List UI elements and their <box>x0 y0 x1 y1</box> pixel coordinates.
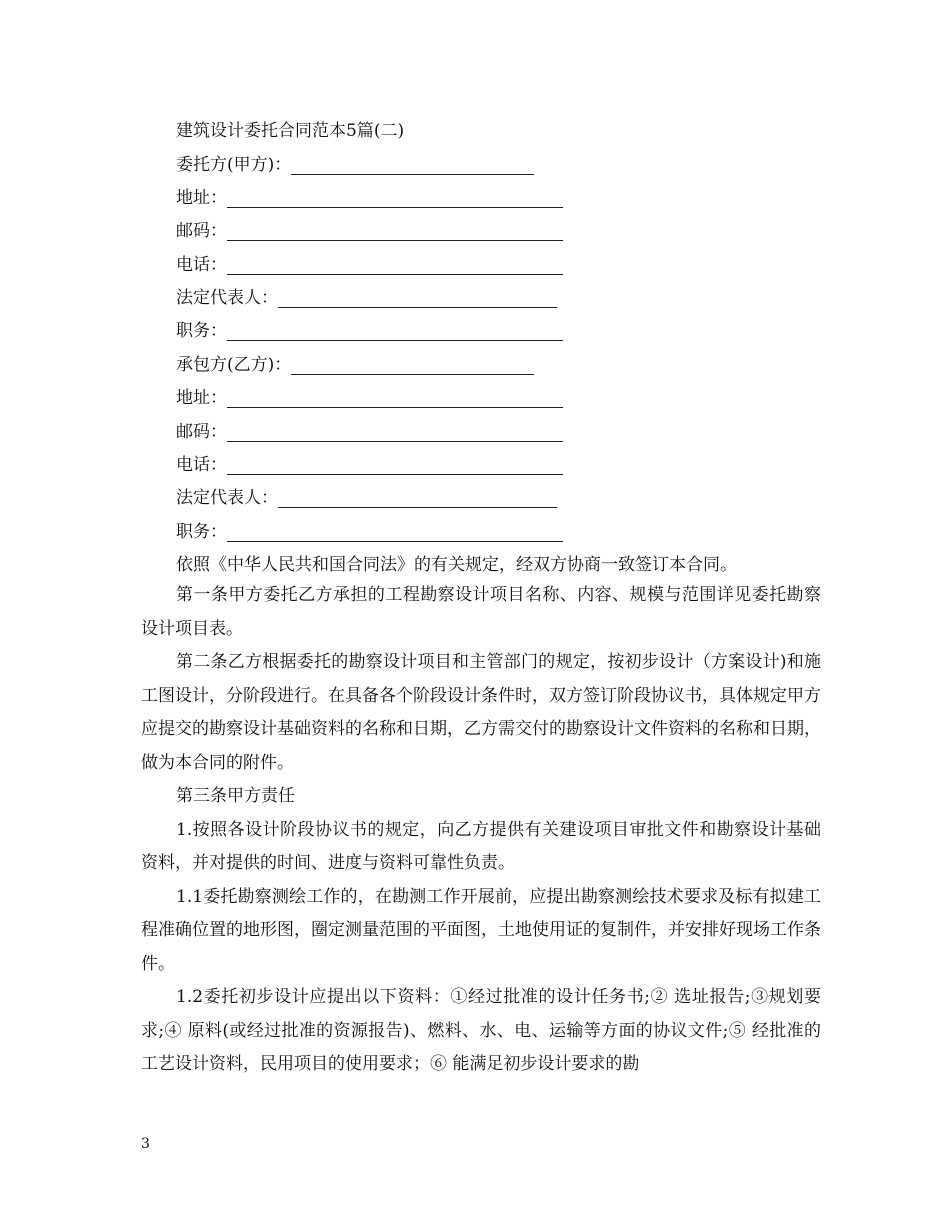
party-a-phone-label: 电话： <box>176 255 227 275</box>
party-a-address-row <box>176 187 563 211</box>
party-a-phone-row <box>176 254 563 278</box>
party-a-legal-rep-row <box>176 287 557 311</box>
party-a-phone-blank <box>227 254 563 275</box>
party-b-postcode-label: 邮码： <box>176 422 227 442</box>
intro-paragraph: 依照《中华人民共和国合同法》的有关规定，经双方协商一致签订本合同。 <box>176 555 737 575</box>
party-a-name-blank <box>291 154 534 175</box>
article-3-item-1-1: 1.1委托勘察测绘工作的，在勘测工作开展前，应提出勘察测绘技术要求及标有拟建工程准确位置的地形图，圈定测量范围的平面图，土地使用证的复制件，并安排好现场工作条件。 <box>141 886 821 974</box>
article-3-item-1-2: 1.2委托初步设计应提出以下资料：①经过批准的设计任务书;② 选址报告;③规划要求;④ 原料(或经过批准的资源报告)、燃料、水、电、运输等方面的协议文件;⑤ 经批准的工艺设计资料，民用项目的使用要求；⑥ 能满足初步设计要求的勘 <box>141 987 821 1074</box>
article-3-item-1: 1.按照各设计阶段协议书的规定，向乙方提供有关建设项目审批文件和勘察设计基础资料，并对提供的时间、进度与资料可靠性负责。 <box>141 819 821 873</box>
party-a-postcode-blank <box>227 220 563 241</box>
document-title: 建筑设计委托合同范本5篇(二) <box>176 121 405 141</box>
article-3-heading: 第三条甲方责任 <box>176 786 295 806</box>
party-b-address-blank <box>227 387 563 408</box>
party-a-position-row <box>176 320 563 344</box>
article-2: 第二条乙方根据委托的勘察设计项目和主管部门的规定，按初步设计（方案设计)和施工图设计，分阶段进行。在具备各个阶段设计条件时，双方签订阶段协议书，具体规定甲方应提交的勘察设计基础资料的名称和日期，乙方需交付的勘察设计文件资料的名称和日期，做为本合同的附件。 <box>141 652 821 773</box>
party-b-position-label: 职务： <box>176 522 227 542</box>
party-b-heading-row <box>176 354 534 378</box>
party-b-legal-rep-row <box>176 487 557 511</box>
party-a-address-blank <box>227 187 563 208</box>
party-b-address-label: 地址： <box>176 388 227 408</box>
party-a-address-label: 地址： <box>176 188 227 208</box>
party-b-postcode-row <box>176 421 563 445</box>
party-b-position-blank <box>227 521 563 542</box>
party-b-position-row <box>176 521 563 545</box>
party-b-legal-rep-label: 法定代表人： <box>176 488 278 508</box>
party-b-phone-row <box>176 454 563 478</box>
party-a-heading: 委托方(甲方)： <box>176 155 292 175</box>
party-a-heading-row <box>176 154 534 178</box>
party-a-postcode-label: 邮码： <box>176 221 227 241</box>
party-a-legal-rep-blank <box>278 287 557 308</box>
party-b-legal-rep-blank <box>278 487 557 508</box>
party-b-phone-label: 电话： <box>176 455 227 475</box>
party-b-address-row <box>176 387 563 411</box>
page-number: 3 <box>141 1136 150 1152</box>
contract-body <box>141 579 821 1082</box>
party-b-name-blank <box>291 354 534 375</box>
article-1: 第一条甲方委托乙方承担的工程勘察设计项目名称、内容、规模与范围详见委托勘察设计项目表。 <box>141 585 821 639</box>
party-b-heading: 承包方(乙方)： <box>176 355 292 375</box>
party-a-position-label: 职务： <box>176 321 227 341</box>
party-a-legal-rep-label: 法定代表人： <box>176 288 278 308</box>
party-a-position-blank <box>227 320 563 341</box>
party-a-postcode-row <box>176 220 563 244</box>
party-b-phone-blank <box>227 454 563 475</box>
party-b-postcode-blank <box>227 421 563 442</box>
